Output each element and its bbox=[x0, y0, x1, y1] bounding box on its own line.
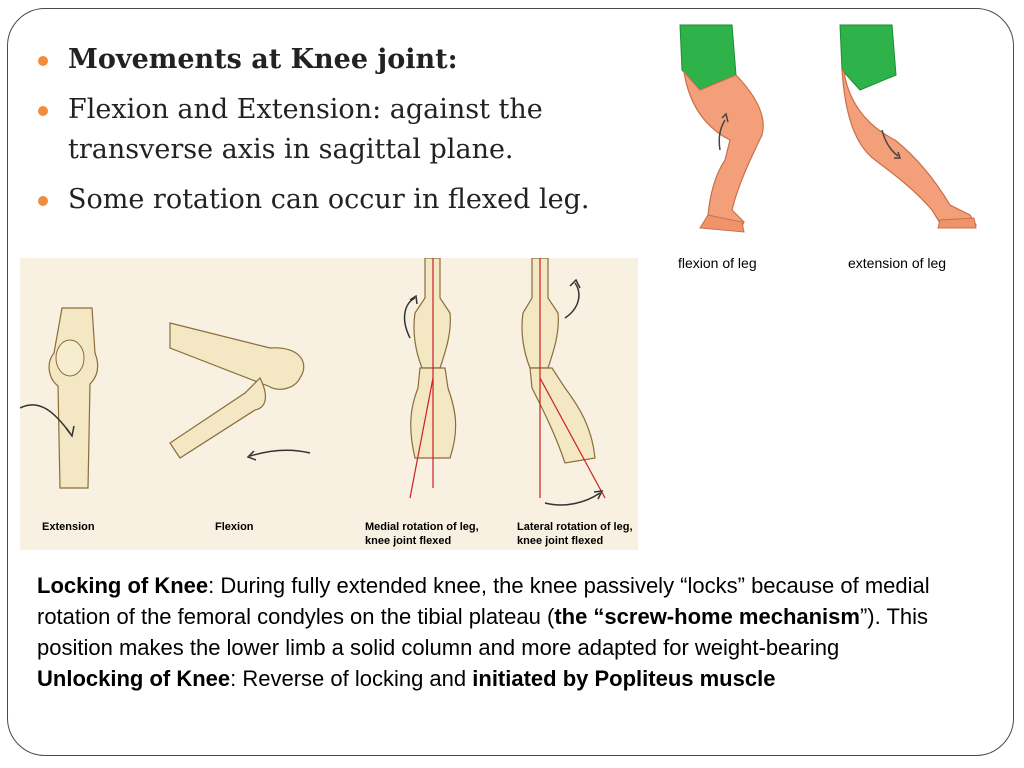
flexion-caption: flexion of leg bbox=[678, 255, 757, 271]
bullet-text: Movements at Knee joint: bbox=[68, 44, 458, 75]
unlocking-term: Unlocking of Knee bbox=[37, 666, 231, 691]
locking-text-1: : During fully extended knee, the knee passively “locks” because of medial rotation of the femoral condyles on the tibial plateau ( bbox=[37, 573, 930, 629]
flexion-bone-caption: Flexion bbox=[215, 521, 254, 533]
leg-movement-figure bbox=[670, 20, 1000, 280]
bullet-text: Flexion and Extension: against the transverse axis in sagittal plane. bbox=[68, 94, 543, 165]
bullet-list bbox=[38, 40, 678, 230]
bullet-text: Some rotation can occur in flexed leg. bbox=[68, 184, 590, 215]
bullet-heading bbox=[38, 40, 678, 80]
bullet-dot-icon bbox=[38, 56, 48, 66]
popliteus-emphasis: initiated by Popliteus muscle bbox=[472, 666, 776, 691]
bullet-item bbox=[38, 180, 678, 220]
flexion-knee-illustration bbox=[170, 323, 310, 460]
extension-caption: extension of leg bbox=[848, 255, 947, 271]
locking-term: Locking of Knee bbox=[37, 573, 209, 598]
flexion-leg-illustration bbox=[680, 25, 763, 232]
bullet-dot-icon bbox=[38, 196, 48, 206]
extension-bone-caption: Extension bbox=[42, 521, 95, 533]
bullet-dot-icon bbox=[38, 106, 48, 116]
lateral-rotation-illustration bbox=[522, 258, 605, 505]
extension-knee-illustration bbox=[20, 308, 98, 488]
locking-description bbox=[37, 570, 997, 694]
lateral-caption-line1: Lateral rotation of leg, bbox=[517, 521, 633, 533]
knee-bone-figure bbox=[20, 258, 638, 550]
medial-caption-line2: knee joint flexed bbox=[365, 535, 452, 547]
locking-paragraph bbox=[37, 570, 997, 663]
screw-home-term: the “screw-home mechanism bbox=[554, 604, 860, 629]
medial-caption-line1: Medial rotation of leg, bbox=[365, 521, 479, 533]
locking-text-2: ”). This position makes the lower limb a solid column and more adapted for weight-bearing bbox=[37, 604, 929, 660]
extension-leg-illustration bbox=[840, 25, 976, 228]
medial-rotation-illustration bbox=[405, 258, 456, 498]
unlocking-text: : Reverse of locking and bbox=[230, 666, 473, 691]
bullet-item bbox=[38, 90, 668, 170]
unlocking-paragraph bbox=[37, 663, 997, 694]
lateral-caption-line2: knee joint flexed bbox=[517, 535, 604, 547]
